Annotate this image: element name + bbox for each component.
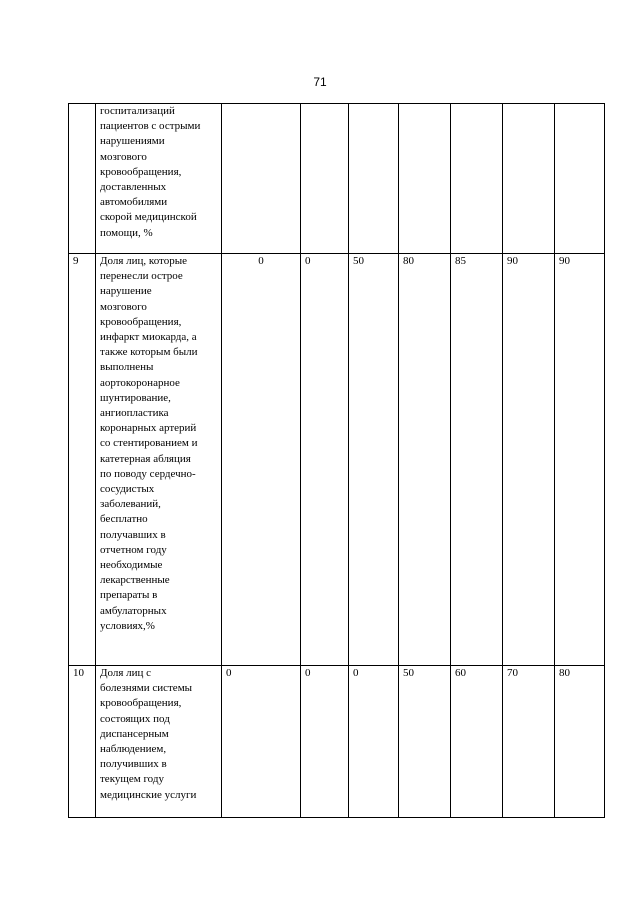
value-cell: 50 [349,254,399,666]
value-cell [451,104,503,254]
description-line: наблюдением, [100,743,167,756]
description-line: заболеваний, [100,498,161,511]
description-line: кровообращения, [100,165,182,178]
value-cell [555,104,605,254]
value-cell [349,104,399,254]
description-line: получавших в [100,528,166,541]
description-line: инфаркт миокарда, а [100,331,197,344]
description-line: ангиопластика [100,407,169,420]
value-cell: 85 [451,254,503,666]
value-cell: 50 [399,666,451,818]
description-line: Доля лиц с [100,667,152,679]
description-line: состоящих под [100,712,170,725]
description-line: доставленных [100,181,167,194]
value-cell: 0 [222,254,301,666]
description-line: помощи, % [100,226,153,239]
value-cell: 90 [503,254,555,666]
description-line: бесплатно [100,513,148,526]
row-number-cell: 9 [69,254,96,666]
description-line: амбулаторных [100,604,167,617]
indicator-description-cell [96,666,222,818]
value-cell: 80 [555,666,605,818]
description-line: мозгового [100,150,147,163]
description-line: выполнены [100,361,154,374]
description-line: катетерная абляция [100,452,191,465]
description-line: нарушение [100,285,152,298]
description-line: скорой медицинской [100,211,197,224]
description-line: пациентов с острыми [100,120,201,133]
value-cell: 90 [555,254,605,666]
value-cell: 0 [349,666,399,818]
description-line: сосудистых [100,483,155,496]
value-cell: 0 [301,666,349,818]
description-line: условиях,% [100,619,155,632]
indicator-description-cell [96,254,222,666]
description-line: болезнями системы [100,682,193,695]
description-line: шунтирование, [100,391,171,404]
description-line: со стентированием и [100,437,198,450]
indicator-description-cell [96,104,222,254]
row-number-cell [69,104,96,254]
value-cell [503,104,555,254]
description-line: отчетном году [100,543,167,556]
table-row [69,254,605,666]
description-line: необходимые [100,559,163,572]
description-line: перенесли острое [100,270,183,283]
description-line: кровообращения, [100,697,182,710]
value-cell [222,104,301,254]
description-line: медицинские услуги [100,788,197,801]
value-cell: 0 [222,666,301,818]
value-cell [399,104,451,254]
description-line: текущем году [100,773,164,786]
description-line: госпитализаций [100,105,175,117]
description-line: кровообращения, [100,315,182,328]
description-line: Доля лиц, которые [100,255,187,267]
description-line: по поводу сердечно- [100,467,196,480]
description-line: диспансерным [100,727,169,740]
page-number: 71 [313,75,327,89]
value-cell: 80 [399,254,451,666]
description-line: автомобилями [100,196,168,209]
description-line: аортокоронарное [100,376,180,389]
table-row [69,104,605,254]
description-line: мозгового [100,300,147,313]
description-line: получивших в [100,758,167,771]
description-line: препараты в [100,589,158,602]
value-cell: 0 [301,254,349,666]
value-cell [301,104,349,254]
table-row [69,666,605,818]
description-line: также которым были [100,346,198,359]
indicators-table [68,103,605,818]
value-cell: 70 [503,666,555,818]
description-line: лекарственные [100,574,170,587]
row-number-cell: 10 [69,666,96,818]
description-line: нарушениями [100,135,165,148]
value-cell: 60 [451,666,503,818]
description-line: коронарных артерий [100,422,197,435]
